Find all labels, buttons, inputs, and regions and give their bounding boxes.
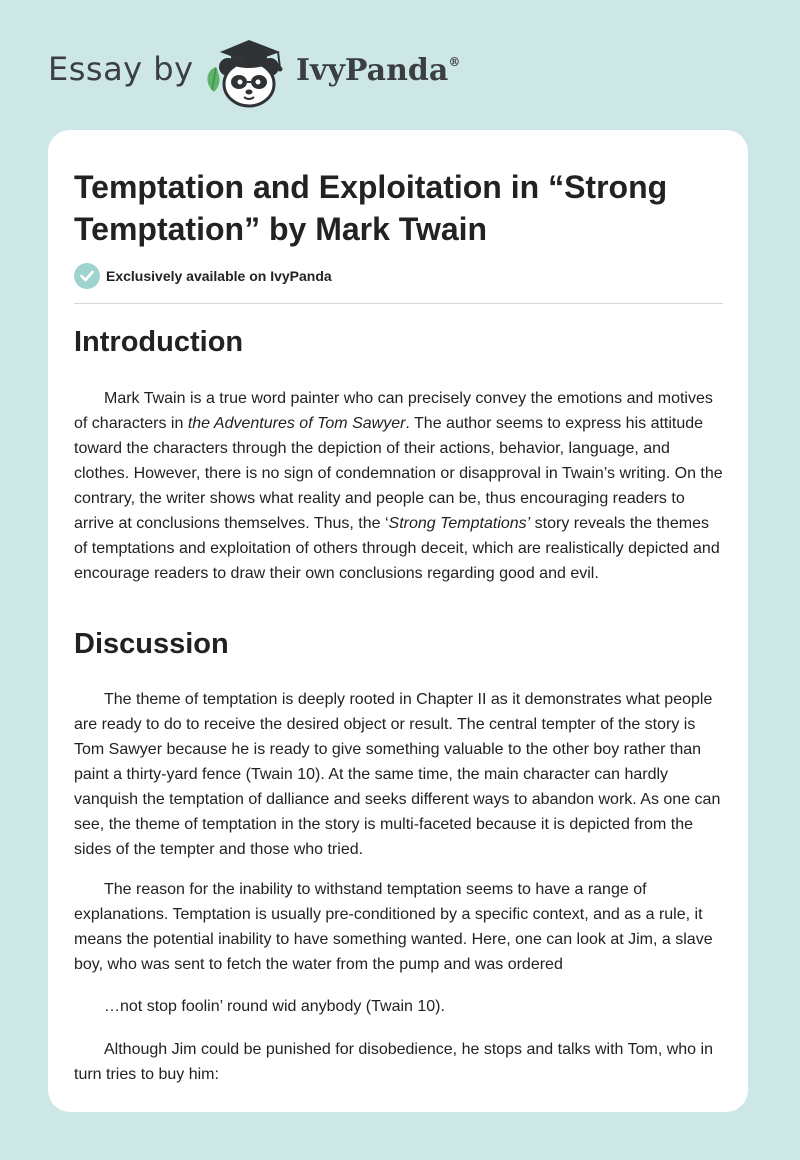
brand-name[interactable]	[296, 53, 460, 88]
intro-text-1: Mark Twain is a true word painter who can precisely convey the emotions and motives of characters in	[74, 390, 713, 432]
discussion-paragraph-3: Although Jim could be punished for disobedience, he stops and talks with Tom, who in turn tries to buy him:	[74, 1041, 713, 1083]
article-title: Temptation and Exploitation in “Strong Temptation” by Mark Twain	[74, 169, 668, 247]
block-quote: …not stop foolin’ round wid anybody (Twain 10).	[104, 998, 445, 1015]
intro-text-2: . The author seems to express his attitude toward the characters through the depiction of their actions, behavior, language, and clothes. However, there is no sign of condemnation or disapproval in Twain’s writing. On the contrary, the writer shows what reality and people can be, thus encouraging readers to arrive at conclusions themselves. Thus, the ‘	[74, 415, 723, 532]
exclusive-badge-text: Exclusively available on IvyPanda	[106, 268, 332, 284]
discussion-paragraph-1: The theme of temptation is deeply rooted in Chapter II as it demonstrates what people are ready to do to receive the desired object or result. The central tempter of the story is Tom Sawyer because he is ready to give something valuable to the other boy rather than paint a thirty-yard fence (Twain 10). At the same time, the main character can hardly vanquish the temptation of dalliance and seeks different ways to abandon work. As one can see, the theme of temptation in the story is multi-faceted because it is depicted from the sides of the tempter and those who tried.	[74, 691, 721, 858]
intro-paragraph	[74, 386, 726, 586]
section-heading-discussion: Discussion	[74, 628, 229, 660]
intro-italic-book-title: the Adventures of Tom Sawyer	[187, 415, 406, 432]
check-icon	[74, 263, 100, 289]
panda-graduate-icon[interactable]	[200, 34, 292, 110]
essay-by-label: Essay by	[48, 50, 194, 88]
intro-italic-story-title: Strong Temptations’	[388, 515, 531, 532]
section-heading-introduction: Introduction	[74, 326, 244, 358]
site-header	[0, 0, 800, 130]
discussion-paragraph-2: The reason for the inability to withstand temptation seems to have a range of explanations. Temptation is usually pre-conditioned by a specific context, and as a rule, it means the potential inability to have something wanted. Here, one can look at Jim, a slave boy, who was sent to fetch the water from the pump and was ordered	[74, 881, 713, 973]
brand-text: IvyPanda	[296, 53, 449, 88]
intro-text-3: story reveals the themes of temptations and exploitation of others through deceit, which are realistically depicted and encourage readers to draw their own conclusions regarding good and evil.	[74, 515, 720, 582]
divider	[74, 303, 723, 304]
article-card	[48, 130, 748, 1112]
registered-mark: ®	[448, 55, 461, 69]
